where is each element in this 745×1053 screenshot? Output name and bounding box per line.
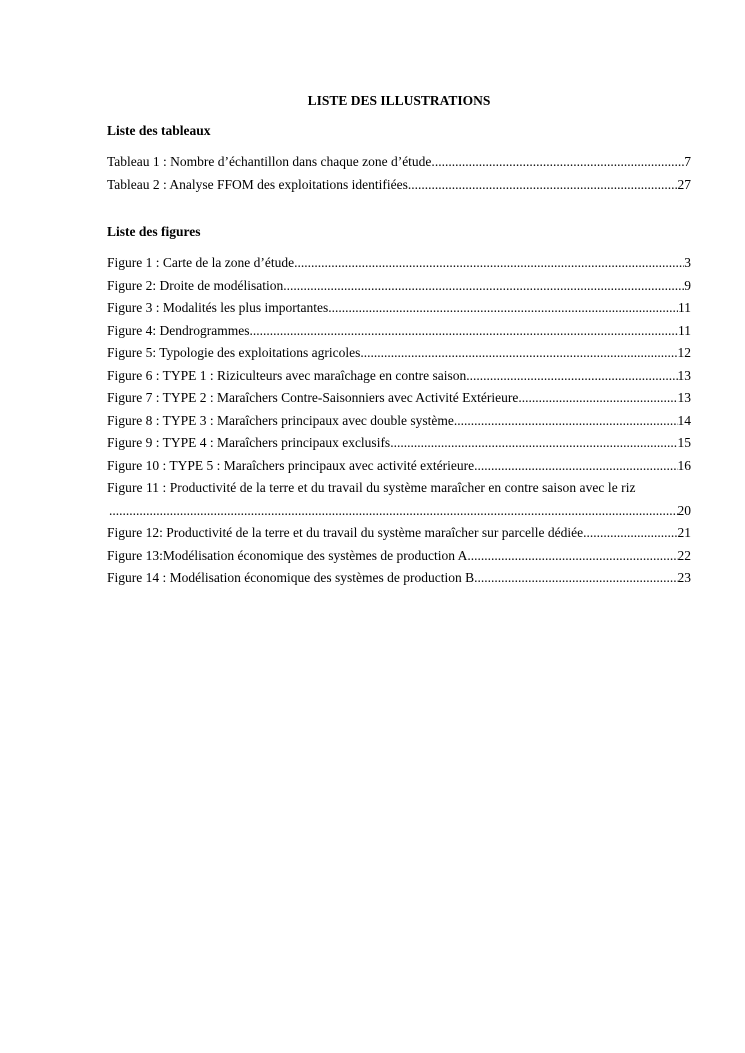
dot-leader — [109, 500, 678, 523]
figure-entry-page: 9 — [684, 277, 691, 293]
dot-leader — [467, 545, 677, 568]
dot-leader — [283, 275, 684, 298]
dot-leader — [294, 252, 684, 275]
figure-entry[interactable] — [107, 275, 691, 298]
figure-entry-page: 13 — [677, 390, 691, 405]
figure-entry-label: Figure 14 : Modélisation économique des systèmes de production B — [107, 570, 475, 585]
figure-entry-label: Figure 2: Droite de modélisation — [107, 277, 284, 293]
dot-leader — [454, 410, 678, 433]
figure-entry-label: Figure 9 : TYPE 4 : Maraîchers principaux exclusifs — [107, 435, 391, 450]
figure-entry[interactable] — [107, 545, 691, 568]
figures-list — [107, 252, 691, 590]
figure-entry[interactable] — [107, 410, 691, 433]
dot-leader — [249, 320, 678, 343]
figure-entry-label: Figure 8 : TYPE 3 : Maraîchers principaux avec double système — [107, 412, 454, 428]
figure-entry-label: Figure 12: Productivité de la terre et du travail du système maraîcher sur parcelle dédiée — [107, 525, 584, 540]
dot-leader — [435, 151, 684, 174]
figure-entry[interactable] — [107, 297, 691, 320]
dot-leader — [408, 174, 678, 197]
figure-entry-label: Figure 3 : Modalités les plus importantes — [107, 300, 329, 315]
dot-leader — [328, 297, 678, 320]
tables-list — [107, 151, 691, 196]
figure-entry-page: 20 — [677, 502, 691, 518]
page-title: LISTE DES ILLUSTRATIONS — [307, 93, 491, 108]
figure-entry-page: 11 — [678, 300, 691, 315]
figure-entry[interactable] — [107, 477, 691, 522]
figure-entry-page: 23 — [677, 570, 691, 585]
figure-entry-page: 3 — [684, 255, 691, 270]
dot-leader — [518, 387, 677, 410]
page-content — [107, 93, 691, 590]
figure-entry-page: 22 — [677, 547, 691, 563]
figure-entry-page: 11 — [678, 322, 691, 338]
table-entry-label: Tableau 1 : Nombre d’échantillon dans chaque zone d’étude. — [107, 154, 435, 169]
tables-heading: Liste des tableaux — [107, 123, 211, 138]
table-entry-page: 27 — [677, 176, 691, 192]
table-entry-page: 7 — [684, 154, 691, 169]
figure-entry-page: 13 — [677, 367, 691, 383]
figure-entry-label: Figure 6 : TYPE 1 : Riziculteurs avec maraîchage en contre saison — [107, 367, 467, 383]
figure-entry[interactable] — [107, 342, 691, 365]
dot-leader — [466, 365, 677, 388]
figure-entry[interactable] — [107, 567, 691, 590]
dot-leader — [390, 432, 677, 455]
figure-entry-page: 21 — [677, 525, 691, 540]
figure-entry-label: Figure 13:Modélisation économique des systèmes de production A — [107, 547, 468, 563]
figure-entry-page: 14 — [677, 412, 691, 428]
figure-entry-label: Figure 5: Typologie des exploitations agricoles — [107, 345, 361, 360]
figure-entry[interactable] — [107, 387, 691, 410]
figure-entry-page: 15 — [677, 435, 691, 450]
figure-entry[interactable] — [107, 455, 691, 478]
figure-entry[interactable] — [107, 320, 691, 343]
figure-entry[interactable] — [107, 432, 691, 455]
figure-entry[interactable] — [107, 365, 691, 388]
dot-leader — [583, 522, 677, 545]
figure-entry-label: Figure 10 : TYPE 5 : Maraîchers principaux avec activité extérieure — [107, 457, 475, 473]
figure-entry-label: Figure 11 : Productivité de la terre et du travail du système maraîcher en contre saison avec le riz — [107, 480, 636, 495]
figure-entry-label: Figure 1 : Carte de la zone d’étude — [107, 255, 295, 270]
table-entry-label: Tableau 2 : Analyse FFOM des exploitations identifiées — [107, 176, 408, 192]
figure-entry-continuation — [107, 500, 691, 523]
dot-leader — [360, 342, 677, 365]
figure-entry[interactable] — [107, 522, 691, 545]
figure-entry-page: 12 — [677, 345, 691, 360]
figures-heading: Liste des figures — [107, 224, 201, 239]
figure-entry-page: 16 — [677, 457, 691, 473]
dot-leader — [474, 455, 677, 478]
figure-entry-label: Figure 4: Dendrogrammes — [107, 322, 250, 338]
table-entry[interactable] — [107, 151, 691, 174]
figure-entry[interactable] — [107, 252, 691, 275]
dot-leader — [474, 567, 677, 590]
table-entry[interactable] — [107, 174, 691, 197]
figure-entry-label: Figure 7 : TYPE 2 : Maraîchers Contre-Saisonniers avec Activité Extérieure — [107, 390, 519, 405]
